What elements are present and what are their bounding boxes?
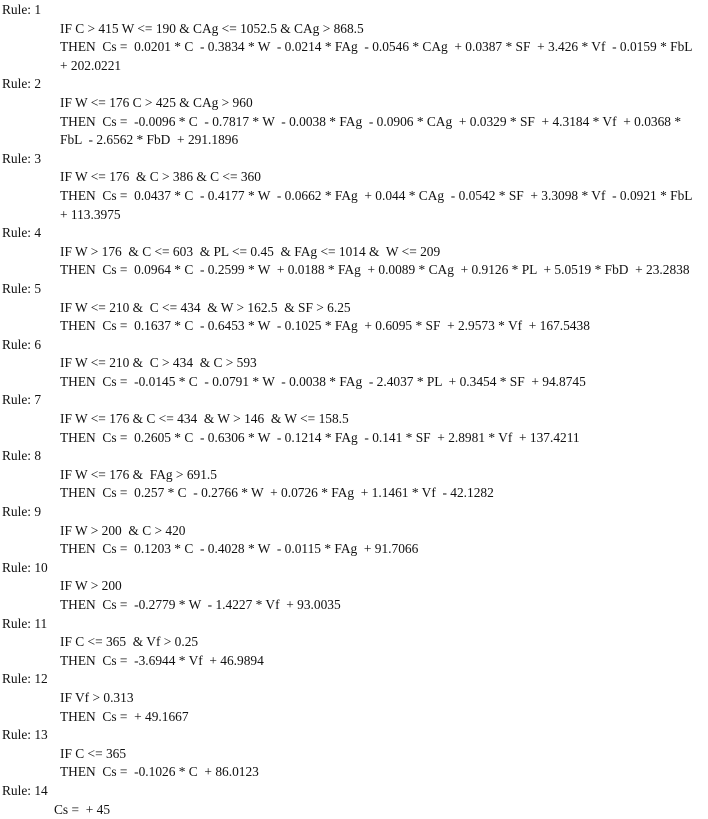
rule-body (2, 801, 706, 819)
rule-block (2, 224, 706, 280)
rule-body (2, 633, 706, 670)
rule-condition: IF C <= 365 & Vf > 0.25 (60, 634, 199, 650)
rule-label: Rule: 10 (2, 559, 48, 575)
rule-block (2, 559, 706, 615)
rule-condition: IF W <= 176 C > 425 & CAg > 960 (60, 94, 253, 110)
rule-block (2, 615, 706, 671)
rule-condition: IF W > 200 & C > 420 (60, 522, 186, 538)
rule-body (2, 299, 706, 336)
rule-condition: IF C > 415 W <= 190 & CAg <= 1052.5 & CAg > 868.5 (60, 20, 364, 36)
rule-formula: THEN Cs = -0.1026 * C + 86.0123 (60, 764, 259, 780)
rule-label: Rule: 2 (2, 76, 42, 92)
rule-label: Rule: 12 (2, 671, 48, 687)
rule-formula: THEN Cs = -0.0096 * C - 0.7817 * W - 0.0038 * FAg - 0.0906 * CAg + 0.0329 * SF + 4.3184 * Vf + 0.0368 * FbL - 2.6562 * FbD + 291.1896 (60, 113, 685, 148)
rule-formula: THEN Cs = 0.1637 * C - 0.6453 * W - 0.1025 * FAg + 0.6095 * SF + 2.9573 * Vf + 167.5438 (60, 318, 590, 334)
rule-block (2, 336, 706, 392)
rule-block (2, 447, 706, 503)
rule-block (2, 280, 706, 336)
rule-condition: IF Vf > 0.313 (60, 689, 134, 705)
rule-body (2, 20, 706, 76)
rule-body (2, 168, 706, 224)
rule-body (2, 94, 706, 150)
rule-body (2, 243, 706, 280)
rule-block (2, 150, 706, 224)
rule-label: Rule: 8 (2, 448, 42, 464)
rule-block (2, 726, 706, 782)
rule-block (2, 75, 706, 149)
rule-formula: THEN Cs = 0.0437 * C - 0.4177 * W - 0.0662 * FAg + 0.044 * CAg - 0.0542 * SF + 3.3098 * Vf - 0.0921 * FbL + 113.3975 (60, 187, 699, 222)
rule-formula: THEN Cs = -3.6944 * Vf + 46.9894 (60, 652, 264, 668)
rule-formula: THEN Cs = + 49.1667 (60, 708, 189, 724)
rule-condition: IF W <= 176 & FAg > 691.5 (60, 466, 217, 482)
rule-label: Rule: 7 (2, 392, 42, 408)
rule-label: Rule: 4 (2, 225, 42, 241)
rule-condition: IF W > 176 & C <= 603 & PL <= 0.45 & FAg <= 1014 & W <= 209 (60, 243, 441, 259)
rule-block (2, 503, 706, 559)
rule-formula: THEN Cs = 0.257 * C - 0.2766 * W + 0.0726 * FAg + 1.1461 * Vf - 42.1282 (60, 485, 494, 501)
rule-formula: Cs = + 45 (54, 801, 111, 817)
rule-formula: THEN Cs = 0.2605 * C - 0.6306 * W - 0.1214 * FAg - 0.141 * SF + 2.8981 * Vf + 137.4211 (60, 429, 580, 445)
rule-condition: IF W > 200 (60, 578, 122, 594)
rule-condition: IF W <= 176 & C > 386 & C <= 360 (60, 169, 261, 185)
rule-formula: THEN Cs = -0.0145 * C - 0.0791 * W - 0.0038 * FAg - 2.4037 * PL + 0.3454 * SF + 94.8745 (60, 373, 586, 389)
rule-label: Rule: 1 (2, 2, 42, 17)
rule-label: Rule: 5 (2, 280, 42, 296)
rule-formula: THEN Cs = 0.1203 * C - 0.4028 * W - 0.0115 * FAg + 91.7066 (60, 541, 419, 557)
rule-condition: IF C <= 365 (60, 745, 127, 761)
rule-label: Rule: 11 (2, 615, 48, 631)
rule-body (2, 577, 706, 614)
rule-label: Rule: 14 (2, 782, 48, 798)
rule-block (2, 391, 706, 447)
rule-condition: IF W <= 210 & C <= 434 & W > 162.5 & SF > 6.25 (60, 299, 351, 315)
rule-condition: IF W <= 176 & C <= 434 & W > 146 & W <= 158.5 (60, 411, 349, 427)
rule-body (2, 410, 706, 447)
rule-body (2, 745, 706, 782)
rule-block (2, 1, 706, 75)
rules-list (2, 1, 706, 819)
rule-block (2, 670, 706, 726)
rule-body (2, 466, 706, 503)
rule-label: Rule: 6 (2, 336, 42, 352)
rule-formula: THEN Cs = -0.2779 * W - 1.4227 * Vf + 93.0035 (60, 597, 341, 612)
rule-body (2, 354, 706, 391)
rule-label: Rule: 9 (2, 504, 42, 520)
rule-block (2, 782, 706, 819)
rule-body (2, 522, 706, 559)
rule-label: Rule: 3 (2, 150, 42, 166)
rule-formula: THEN Cs = 0.0201 * C - 0.3834 * W - 0.0214 * FAg - 0.0546 * CAg + 0.0387 * SF + 3.426 * Vf - 0.0159 * FbL + 202.0221 (60, 39, 699, 73)
rule-label: Rule: 13 (2, 727, 48, 743)
rule-body (2, 689, 706, 726)
rule-formula: THEN Cs = 0.0964 * C - 0.2599 * W + 0.0188 * FAg + 0.0089 * CAg + 0.9126 * PL + 5.0519 * FbD + 23.2838 (60, 262, 690, 278)
rule-condition: IF W <= 210 & C > 434 & C > 593 (60, 355, 257, 371)
